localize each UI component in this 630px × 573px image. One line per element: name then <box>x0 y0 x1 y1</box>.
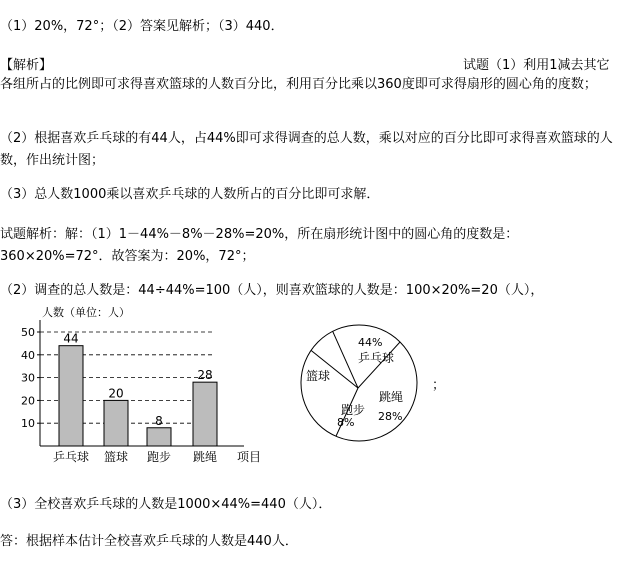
analysis-intro: 试题（1）利用1减去其它 <box>463 58 610 73</box>
solution-part3: （3）全校喜欢乒乓球的人数是1000×44%=440（人）． <box>0 497 332 512</box>
category-label: 跑步 <box>146 450 172 464</box>
pie-slice-name: 跳绳 <box>379 390 404 404</box>
answer-line: （1）20%，72°；（2）答案见解析；（3）440． <box>0 19 284 34</box>
x-axis-label: 项目 <box>237 450 262 464</box>
bar-value-label: 44 <box>63 331 79 346</box>
pie-slice-percent: 8% <box>337 416 355 429</box>
bar-value-label: 28 <box>197 368 213 383</box>
category-label: 跳绳 <box>192 450 218 464</box>
analysis-step1: 各组所占的比例即可求得喜欢篮球的人数百分比，利用百分比乘以360度即可求得扇形的圆心角的度数； <box>0 77 597 92</box>
pie-slice-percent: 28% <box>378 410 403 423</box>
y-tick-label: 20 <box>21 394 35 408</box>
category-label: 篮球 <box>103 450 129 464</box>
pie-slice-name: 跑步 <box>341 403 366 417</box>
pie-slice-percent: 44% <box>358 336 383 349</box>
analysis-label: 【解析】 <box>0 58 53 73</box>
y-tick-label: 50 <box>21 326 35 339</box>
category-label: 乒乓球 <box>52 450 90 464</box>
solution-part1: 试题解析：解：（1）1－44%－8%－28%=20%，所在扇形统计图中的圆心角的度数是：360×20%=72°．故答案为：20%，72°； <box>0 227 519 264</box>
conclusion: 答：根据样本估计全校喜欢乒乓球的人数是440人． <box>0 534 298 549</box>
pie-slice-name: 乒乓球 <box>358 351 395 365</box>
bar-chart <box>0 298 290 473</box>
y-axis-label: 人数（单位：人） <box>42 306 130 319</box>
trailing-semicolon: ； <box>432 378 446 393</box>
y-tick-label: 30 <box>21 371 35 385</box>
bar-value-label: 20 <box>108 386 124 401</box>
analysis-step3: （3）总人数1000乘以喜欢乒乓球的人数所占的百分比即可求解． <box>0 187 380 202</box>
y-tick-label: 10 <box>21 417 35 431</box>
y-tick-label: 40 <box>21 348 35 362</box>
bar-3 <box>147 428 171 446</box>
bar-1 <box>59 346 83 446</box>
analysis-step2: （2）根据喜欢乒乓球的有44人，占44%即可求得调查的总人数，乘以对应的百分比即可求得喜欢篮球的人数，作出统计图； <box>0 131 613 168</box>
pie-chart <box>290 318 450 450</box>
pie-slice-name: 篮球 <box>306 369 331 383</box>
solution-part2: （2）调查的总人数是：44÷44%=100（人），则喜欢篮球的人数是：100×20%=20（人）， <box>0 283 544 298</box>
bar-4 <box>193 382 217 446</box>
bar-value-label: 8 <box>155 413 163 428</box>
bar-2 <box>104 400 128 446</box>
